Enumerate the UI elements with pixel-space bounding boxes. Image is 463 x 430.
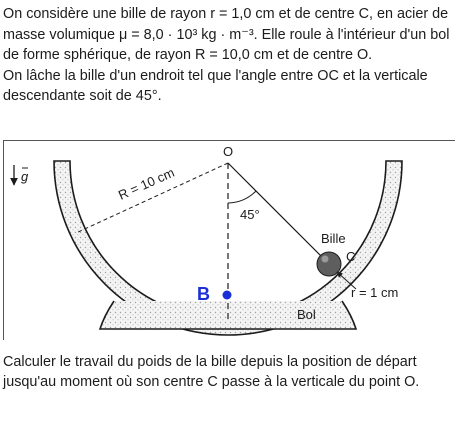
label-angle: 45° <box>240 207 260 222</box>
angle-arc <box>228 191 256 203</box>
problem-statement <box>3 4 455 107</box>
ball-highlight <box>322 256 329 263</box>
blue-marker-dot <box>223 291 232 300</box>
statement-paragraph-2: On lâche la bille d'un endroit tel que l'angle entre OC et la verticale descendante soit de 45°. <box>3 67 428 104</box>
label-bol: Bol <box>297 307 316 322</box>
label-R-text: R = 10 cm <box>116 164 177 203</box>
question-text: Calculer le travail du poids de la bille depuis la position de départ jusqu'au moment où son centre C passe à la verticale du point O. <box>3 354 420 390</box>
bowl-diagram <box>4 141 456 341</box>
label-B: B <box>197 284 210 304</box>
label-C: C <box>346 249 356 264</box>
label-r: r = 1 cm <box>351 285 399 300</box>
bowl-figure <box>3 140 455 340</box>
label-bille: Bille <box>321 231 346 246</box>
label-O: O <box>223 144 234 159</box>
statement-paragraph-1: On considère une bille de rayon r = 1,0 cm et de centre C, en acier de masse volumique μ = 8,0 · 10³ kg · m⁻³. Elle roule à l'intérieur d'un bol de forme sphérique, de rayon R = 10,0 cm et de centre O. <box>3 6 450 63</box>
label-g: g <box>21 169 29 184</box>
